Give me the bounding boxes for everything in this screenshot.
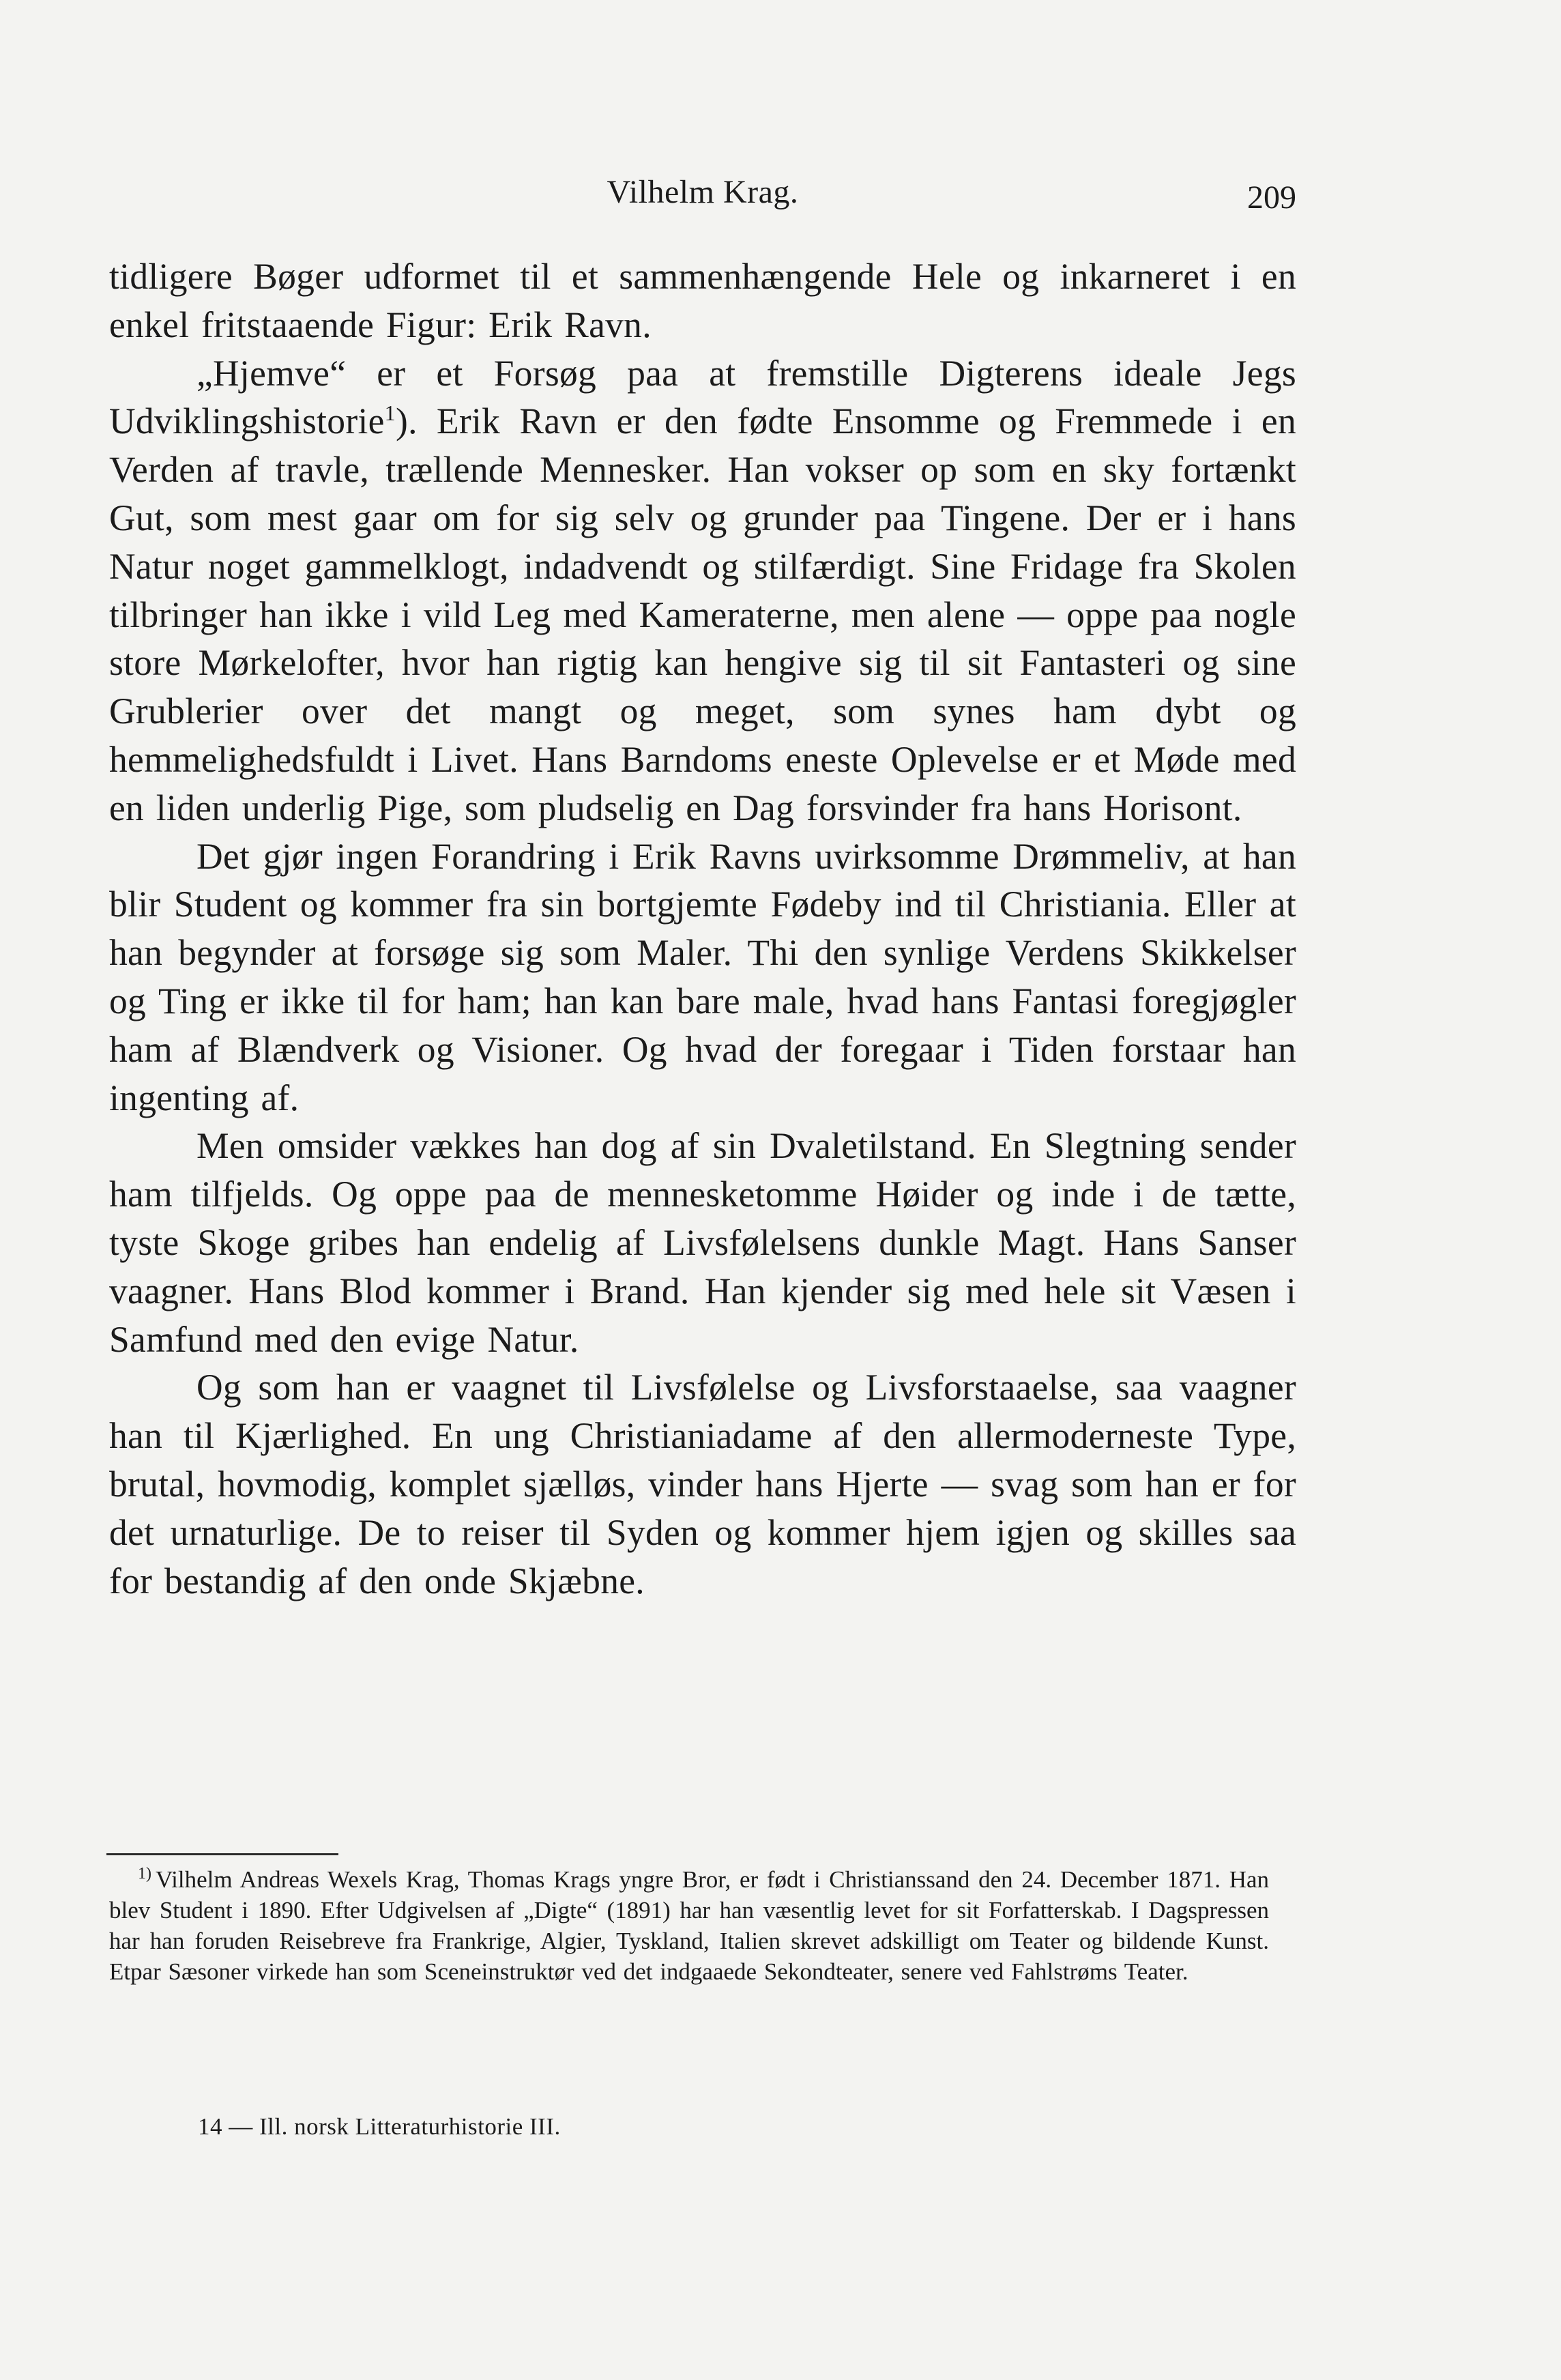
paragraph-2-part-1: „Hjemve“ er et Forsøg paa at fremstille Digterens ideale Jegs Udviklingshistorie (109, 352, 1296, 442)
paragraph-2 (109, 349, 1296, 832)
paragraph-2-part-2: ). Erik Ravn er den fødte Ensomme og Fremmede i en Verden af travle, trællende Mennesker. Han vokser op som en sky fortænkt Gut, som mest gaar om for sig selv og grunder paa Tingene. Der er i hans Natur noget gammelklogt, indadvendt og stilfærdigt. Sine Fridage fra Skolen tilbringer han ikke i vild Leg med Kameraterne, men alene — oppe paa nogle store Mørkelofter, hvor han rigtig kan hengive sig til sit Fantasteri og sine Grublerier over det mangt og meget, som synes ham dybt og hemmelighedsfuldt i Livet. Hans Barndoms eneste Oplevelse er et Møde med en liden underlig Pige, som pludselig en Dag forsvinder fra hans Horisont. (109, 401, 1296, 828)
footnote-reference: 1 (384, 401, 396, 426)
paragraph-5: Og som han er vaagnet til Livsfølelse og Livsforstaaelse, saa vaagner han til Kjærlighed. En ung Christianiadame af den allermoderneste Type, brutal, hovmodig, komplet sjælløs, vinder hans Hjerte — svag som han er for det urnaturlige. De to reiser til Syden og kommer hjem igjen og skilles saa for bestandig af den onde Skjæbne. (109, 1367, 1296, 1601)
paragraph-3: Det gjør ingen Forandring i Erik Ravns uvirksomme Drømmeliv, at han blir Student og kommer fra sin bortgjemte Fødeby ind til Christiania. Eller at han begynder at forsøge sig som Maler. Thi den synlige Verdens Skikkelser og Ting er ikke til for ham; han kan bare male, hvad hans Fantasi foregjøgler ham af Blændverk og Visioner. Og hvad der foregaar i Tiden forstaar han ingenting af. (109, 835, 1296, 1118)
footnote-1 (109, 1864, 1269, 1987)
footnote-divider (106, 1853, 338, 1855)
footnote-text: Vilhelm Andreas Wexels Krag, Thomas Krags yngre Bror, er født i Christianssand den 24. December 1871. Han blev Student i 1890. Efter Udgivelsen af „Digte“ (1891) har han væsentlig levet for sit Forfatterskab. I Dagspressen har han foruden Reisebreve fra Frankrige, Algier, Tyskland, Italien skrevet adskilligt om Teater og bildende Kunst. Etpar Sæsoner virkede han som Sceneinstruktør ved det indgaaede Sekondteater, senere ved Fahlstrøms Teater. (109, 1866, 1269, 1985)
printer-signature: 14 — Ill. norsk Litteraturhistorie III. (198, 2113, 561, 2140)
footnotes (109, 1864, 1269, 1987)
paragraph-1: tidligere Bøger udformet til et sammenhængende Hele og inkarneret i en enkel fritstaaende Figur: Erik Ravn. (109, 256, 1296, 345)
running-head (109, 172, 1296, 220)
paragraph-4: Men omsider vækkes han dog af sin Dvaletilstand. En Slegtning sender ham tilfjelds. Og oppe paa de mennesketomme Høider og inde i de tætte, tyste Skoge gribes han endelig af Livsfølelsens dunkle Magt. Hans Sanser vaagner. Hans Blod kommer i Brand. Han kjender sig med hele sit Væsen i Samfund med den evige Natur. (109, 1125, 1296, 1360)
page-number: 209 (1247, 179, 1296, 216)
footnote-marker: 1) (138, 1865, 151, 1883)
main-text (109, 252, 1296, 1605)
running-title: Vilhelm Krag. (607, 174, 799, 210)
